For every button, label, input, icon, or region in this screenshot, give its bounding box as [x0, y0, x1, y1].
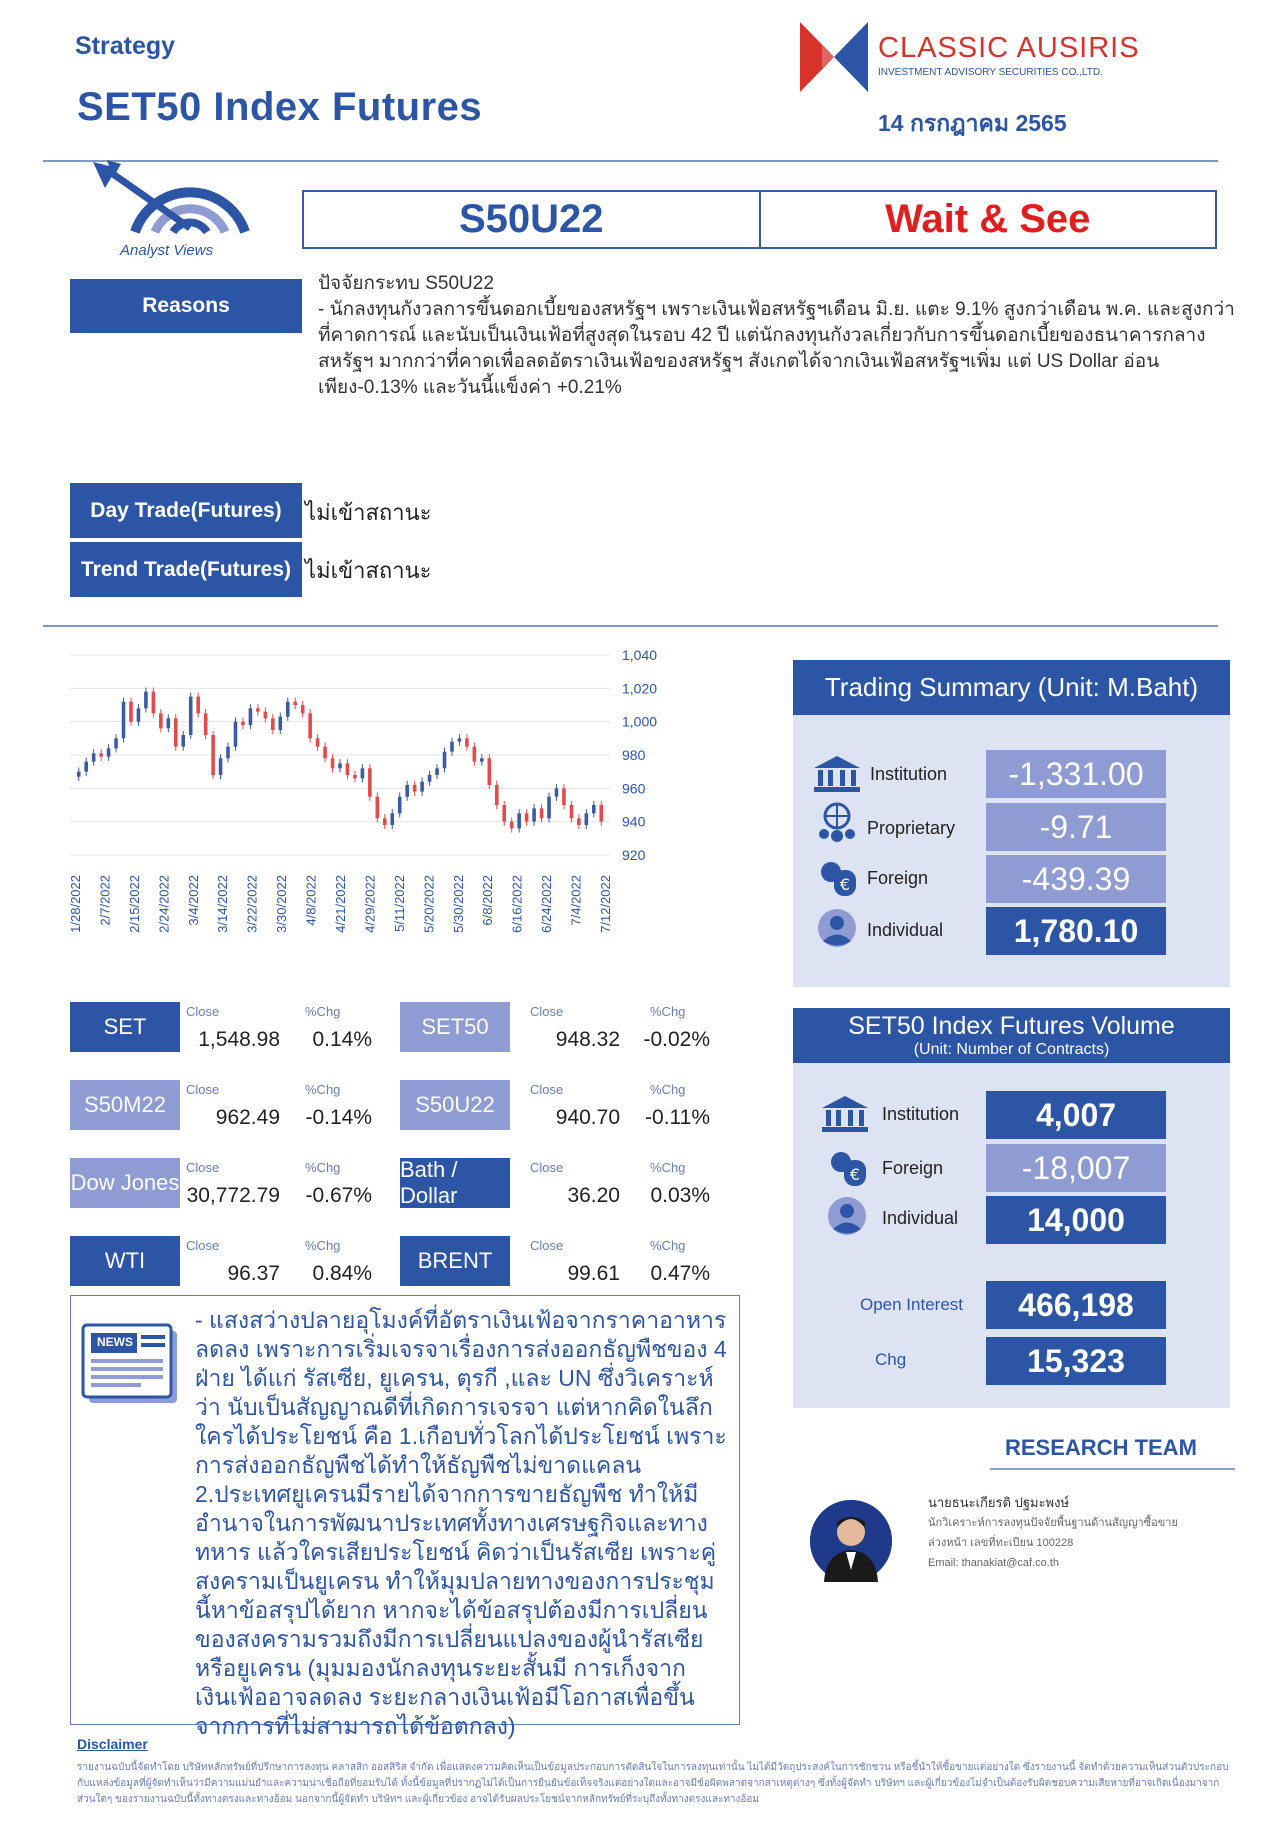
chg-value: 15,323	[986, 1337, 1166, 1385]
candle-body	[256, 708, 260, 711]
candle-body	[383, 818, 387, 825]
ts-individual-label: Individual	[867, 920, 944, 940]
candle-body	[599, 805, 603, 822]
candle-body	[137, 708, 141, 721]
market-tag-baht-dollar: Bath / Dollar	[400, 1158, 510, 1208]
brand-subtitle: INVESTMENT ADVISORY SECURITIES CO.,LTD.	[878, 67, 1103, 78]
analyst-views-label: Analyst Views	[120, 242, 214, 259]
analyst-avatar	[810, 1500, 892, 1582]
futures-volume-subtitle: (Unit: Number of Contracts)	[913, 1041, 1110, 1058]
candle-body	[592, 805, 596, 813]
candle-body	[301, 705, 305, 713]
futures-volume-title: SET50 Index Futures Volume	[848, 1012, 1175, 1040]
ts-proprietary-value: -9.71	[986, 803, 1166, 851]
chg-label: %Chg	[305, 1004, 341, 1019]
market-chg-baht-dollar: 0.03%	[650, 1184, 710, 1207]
candle-body	[413, 785, 417, 792]
analyst-info	[928, 1493, 1178, 1573]
brand-name: CLASSIC AUSIRIS	[878, 32, 1140, 64]
close-label: Close	[186, 1238, 220, 1253]
candle-body	[547, 797, 551, 819]
candle-body	[502, 805, 506, 822]
trend-trade-label: Trend Trade(Futures)	[70, 542, 302, 597]
market-close-wti: 96.37	[227, 1262, 280, 1285]
chg-label: %Chg	[305, 1160, 341, 1175]
candle-body	[152, 692, 156, 714]
chg-label: Chg	[875, 1350, 907, 1369]
candle-body	[196, 697, 200, 714]
x-tick-label: 5/30/2022	[450, 875, 466, 933]
day-trade-label: Day Trade(Futures)	[70, 483, 302, 538]
market-close-dow-jones: 30,772.79	[186, 1184, 280, 1207]
candle-body	[189, 697, 193, 735]
ts-proprietary-label: Proprietary	[867, 818, 956, 838]
candle-body	[331, 758, 335, 768]
research-team-title: RESEARCH TEAM	[1005, 1435, 1197, 1460]
candle-body	[398, 797, 402, 814]
analyst-license: ล่วงหน้า เลขที่ทะเบียน 100228	[928, 1537, 1074, 1549]
market-close-set: 1,548.98	[198, 1028, 280, 1051]
market-close-brent: 99.61	[567, 1262, 620, 1285]
market-chg-dow-jones: -0.67%	[305, 1184, 372, 1207]
report-date: 14 กรกฎาคม 2565	[878, 110, 1067, 136]
candle-body	[585, 813, 589, 825]
reasons-title: ปัจจัยกระทบ S50U22	[318, 273, 494, 294]
candle-body	[278, 717, 282, 730]
ts-institution-label: Institution	[870, 764, 948, 784]
y-tick-label: 1,000	[622, 713, 658, 730]
close-label: Close	[530, 1160, 564, 1175]
candle-body	[249, 708, 253, 725]
price-chart	[70, 640, 770, 1000]
candle-body	[167, 718, 171, 728]
candle-body	[286, 702, 290, 717]
close-label: Close	[186, 1004, 220, 1019]
individual-icon	[814, 908, 860, 952]
futures-volume-header	[793, 1008, 1230, 1063]
market-chg-set50: -0.02%	[643, 1028, 710, 1051]
analyst-photo-icon	[810, 1500, 892, 1582]
foreign-icon	[814, 854, 860, 898]
candle-body	[562, 788, 566, 805]
analyst-email: Email: thanakiat@caf.co.th	[928, 1557, 1060, 1569]
page-title: SET50 Index Futures	[77, 85, 483, 129]
fv-individual-label: Individual	[882, 1208, 959, 1228]
candle-body	[219, 758, 223, 775]
y-tick-label: 920	[622, 847, 646, 863]
x-tick-label: 4/8/2022	[303, 875, 319, 926]
candle-body	[577, 818, 581, 825]
day-trade-value: ไม่เข้าสถานะ	[305, 500, 432, 525]
x-tick-label: 7/4/2022	[568, 875, 584, 926]
candle-body	[204, 713, 208, 735]
market-close-s50m22: 962.49	[215, 1106, 280, 1129]
candle-body	[390, 813, 394, 825]
candle-body	[174, 718, 178, 746]
market-tag-brent: BRENT	[400, 1236, 510, 1286]
market-tag-s50u22: S50U22	[400, 1080, 510, 1130]
candle-body	[159, 713, 163, 728]
candle-body	[353, 775, 357, 778]
fv-institution-label: Institution	[882, 1104, 960, 1124]
y-tick-label: 1,040	[622, 647, 658, 663]
analyst-name: นายธนะเกียรติ ปฐมะพงษ์	[928, 1495, 1070, 1510]
news-icon	[83, 1325, 181, 1407]
close-label: Close	[530, 1238, 564, 1253]
x-tick-label: 6/8/2022	[480, 875, 496, 926]
section-label: Strategy	[75, 32, 176, 60]
candle-body	[525, 813, 529, 821]
fv-foreign-label: Foreign	[882, 1158, 944, 1178]
ts-foreign-value: -439.39	[986, 855, 1166, 903]
x-tick-label: 7/12/2022	[598, 875, 613, 933]
market-tag-dow-jones: Dow Jones	[70, 1158, 180, 1208]
x-tick-label: 4/29/2022	[362, 875, 378, 933]
company-logo	[800, 22, 868, 92]
candle-body	[84, 762, 88, 772]
candle-body	[107, 748, 111, 756]
candle-body	[129, 702, 133, 722]
candle-body	[211, 735, 215, 775]
candle-body	[114, 738, 118, 748]
svg-text:€: €	[849, 1165, 861, 1184]
candle-body	[323, 747, 327, 759]
y-tick-label: 940	[622, 813, 646, 830]
institution-icon	[820, 1094, 870, 1134]
fv-institution-value: 4,007	[986, 1091, 1166, 1139]
candle-body	[122, 702, 126, 739]
market-tag-set: SET	[70, 1002, 180, 1052]
x-tick-label: 6/24/2022	[539, 875, 555, 933]
y-tick-label: 1,020	[622, 680, 658, 697]
individual-icon	[824, 1196, 870, 1240]
market-chg-s50u22: -0.11%	[645, 1106, 710, 1129]
x-tick-label: 5/20/2022	[421, 875, 437, 933]
market-tag-s50m22: S50M22	[70, 1080, 180, 1130]
reasons-body: - นักลงทุนกังวลการขึ้นดอกเบี้ยของสหรัฐฯ เพราะเงินเฟ้อสหรัฐฯเดือน มิ.ย. แตะ 9.1% สูงกว่าเดือน พ.ค. และสูงกว่าที่คาดการณ์ และนับเป็นเงินเฟ้อที่สูงสุดในรอบ 42 ปี แต่นักลงทุนกังวลเกี่ยวกับการขึ้นดอกเบี้ยของธนาคารกลางสหรัฐฯ มากกว่าที่คาดเพื่อลดอัตราเงินเฟ้อของสหรัฐฯ สังเกตได้จากเงินเฟ้อสหรัฐฯเพิ่ม แต่ US Dollar อ่อนเพียง-0.13% และวันนี้แข็งค่า +0.21%	[318, 299, 1235, 398]
candle-body	[540, 808, 544, 818]
market-chg-brent: 0.47%	[650, 1262, 710, 1285]
candle-body	[293, 702, 297, 705]
divider-mid	[43, 625, 1218, 627]
candle-body	[376, 797, 380, 819]
candle-body	[517, 813, 521, 828]
candle-body	[510, 822, 514, 829]
x-tick-label: 2/7/2022	[97, 875, 113, 926]
candle-body	[234, 722, 238, 747]
y-tick-label: 980	[622, 747, 646, 763]
candle-body	[241, 722, 245, 725]
candle-body	[450, 742, 454, 752]
open-interest-label: Open Interest	[860, 1295, 964, 1314]
fv-individual-value: 14,000	[986, 1196, 1166, 1244]
candlestick-chart	[70, 640, 770, 1000]
x-tick-label: 5/11/2022	[391, 875, 407, 932]
candle-body	[338, 763, 342, 768]
proprietary-icon	[814, 802, 860, 846]
disclaimer-title: Disclaimer	[77, 1736, 148, 1752]
candle-body	[420, 782, 424, 792]
market-chg-wti: 0.84%	[312, 1262, 372, 1285]
close-label: Close	[530, 1004, 564, 1019]
open-interest-value: 466,198	[986, 1281, 1166, 1329]
candle-body	[226, 747, 230, 759]
svg-text:€: €	[839, 875, 851, 894]
ts-individual-value: 1,780.10	[986, 907, 1166, 955]
logo-mark-icon	[800, 22, 868, 92]
chg-label: %Chg	[305, 1238, 341, 1253]
institution-icon	[812, 754, 862, 794]
analyst-views-logo	[85, 160, 255, 260]
candle-body	[480, 758, 484, 761]
chg-label: %Chg	[650, 1004, 686, 1019]
candle-body	[458, 738, 462, 741]
close-label: Close	[186, 1082, 220, 1097]
chg-label: %Chg	[305, 1082, 341, 1097]
candle-body	[144, 692, 148, 709]
market-grid	[70, 1000, 750, 1290]
candle-body	[99, 753, 103, 756]
candle-body	[473, 747, 477, 762]
candle-body	[443, 752, 447, 769]
x-tick-label: 4/21/2022	[333, 875, 348, 933]
candle-body	[570, 805, 574, 818]
foreign-icon	[824, 1144, 870, 1188]
x-tick-label: 3/22/2022	[244, 875, 260, 933]
candle-body	[555, 788, 559, 796]
reasons-text	[318, 271, 1238, 401]
market-close-baht-dollar: 36.20	[567, 1184, 620, 1207]
close-label: Close	[186, 1160, 220, 1175]
target-dart-icon	[85, 160, 255, 240]
candle-body	[316, 738, 320, 746]
reasons-label: Reasons	[70, 279, 302, 333]
candle-body	[77, 772, 81, 777]
candle-body	[428, 775, 432, 782]
fv-foreign-value: -18,007	[986, 1144, 1166, 1192]
x-tick-label: 1/28/2022	[68, 875, 83, 933]
x-tick-label: 3/30/2022	[274, 875, 290, 933]
trading-summary-title: Trading Summary (Unit: M.Baht)	[793, 660, 1230, 715]
x-tick-label: 3/14/2022	[215, 875, 231, 933]
market-tag-wti: WTI	[70, 1236, 180, 1286]
analyst-position: นักวิเคราะห์การลงทุนปัจจัยพื้นฐานด้านสัญญาซื้อขาย	[928, 1517, 1178, 1529]
trend-trade-value: ไม่เข้าสถานะ	[305, 558, 432, 583]
market-chg-s50m22: -0.14%	[305, 1106, 372, 1129]
research-underline	[990, 1468, 1235, 1470]
news-text: - แสงสว่างปลายอุโมงค์ที่อัตราเงินเฟ้อจากราคาอาหารลดลง เพราะการเริ่มเจรจาเรื่องการส่งออกธัญพืชของ 4 ฝ่าย ได้แก่ รัสเซีย, ยูเครน, ตุรกี ,และ UN ซึ่งวิเคราะห์ว่า นับเป็นสัญญาณดีที่เกิดการเจรจา แต่หากคิดในลึกใครได้ประโยชน์ คือ 1.เกือบทั่วโลกได้ประโยชน์ เพราะการส่งออกธัญพืชได้ทำให้ธัญพืชไม่ขาดแคลน 2.ประเทศยูเครนมีรายได้จากการขายธัญพืช ทำให้มีอำนาจในการพัฒนาประเทศทั้งทางเศรษฐกิจและทางทหาร แล้วใครเสียประโยชน์ คิดว่าเป็นรัสเซีย เพราะคู่สงครามเป็นยูเครน ทำให้มุมปลายทางของการประชุมนี้หาข้อสรุปได้ยาก หากจะได้ข้อสรุปต้องมีการเปลี่ยนของสงครามรวมถึงมีการเปลี่ยนแปลงของผู้นำรัสเซียหรือยูเครน (มุมมองนักลงทุนระยะสั้นมี การเก็งจากเงินเฟ้ออาจลดลง ระยะกลางเงินเฟ้อมีโอกาสเพื่อขึ้นจากการที่ไม่สามารถได้ข้อตกลง)	[195, 1307, 727, 1739]
candle-body	[532, 808, 536, 821]
candle-body	[92, 753, 96, 761]
chg-label: %Chg	[650, 1160, 686, 1175]
close-label: Close	[530, 1082, 564, 1097]
x-tick-label: 2/24/2022	[156, 875, 172, 933]
y-tick-label: 960	[622, 780, 646, 797]
market-close-s50u22: 940.70	[555, 1106, 620, 1129]
chg-label: %Chg	[650, 1082, 686, 1097]
contract-code: S50U22	[458, 197, 604, 241]
x-tick-label: 3/4/2022	[185, 875, 201, 926]
candle-body	[405, 785, 409, 797]
ts-institution-value: -1,331.00	[986, 750, 1166, 798]
candle-body	[368, 768, 372, 796]
signal-box	[302, 190, 1217, 249]
candle-body	[271, 718, 275, 730]
candle-body	[181, 735, 185, 747]
candle-body	[495, 785, 499, 805]
market-chg-set: 0.14%	[312, 1028, 372, 1051]
candle-body	[435, 768, 439, 775]
candle-body	[308, 713, 312, 738]
candle-body	[361, 768, 365, 778]
candle-body	[346, 763, 350, 775]
x-tick-label: 2/15/2022	[126, 875, 142, 933]
candle-body	[465, 738, 469, 746]
ts-foreign-label: Foreign	[867, 868, 929, 888]
candle-body	[487, 758, 491, 785]
chg-label: %Chg	[650, 1238, 686, 1253]
x-tick-label: 6/16/2022	[509, 875, 525, 933]
market-tag-set50: SET50	[400, 1002, 510, 1052]
news-icon-label: NEWS	[97, 1335, 133, 1349]
market-close-set50: 948.32	[555, 1028, 620, 1051]
disclaimer-text: รายงานฉบับนี้จัดทำโดย บริษัทหลักทรัพย์ที่ปรึกษาการลงทุน คลาสสิก ออสสิริส จำกัด เพื่อแสดงความคิดเห็นเป็นข้อมูลประกอบการตัดสินใจในการลงทุนเท่านั้น ไม่ได้มีวัตถุประสงค์ในการชักชวน หรือชี้นำให้ซื้อขายแต่อย่างใด ซึ่งรายงานนี้ จัดทำด้วยความเห็นส่วนตัวประกอบกับแหล่งข้อมูลที่ผู้จัดทำเห็นว่ามีความแม่นยำและความน่าเชื่อถือที่ยอมรับได้ ทั้งนี้ข้อมูลที่ปรากฏไม่ได้เป็นการยืนยันข้อเท็จจริงแต่อย่างใดและอาจมีข้อผิดพลาดจากสาเหตุต่างๆ ซึ่งทั้งผู้จัดทำ บริษัทฯ และผู้เกี่ยวข้องไม่จำเป็นต้องรับผิดชอบความเสียหายที่อาจเกิดเนื่องมาจากส่วนใดๆ ของรายงานฉบับนี้ทั้งทางตรงและทางอ้อม นอกจากนี้ผู้จัดทำ บริษัทฯ และผู้เกี่ยวข้อง อาจได้รับผลประโยชน์จากหลักทรัพย์ที่ระบุถึงทั้งทางตรงและทางอ้อม	[77, 1762, 1229, 1805]
candle-body	[264, 712, 268, 719]
signal-action: Wait & See	[759, 192, 1216, 247]
